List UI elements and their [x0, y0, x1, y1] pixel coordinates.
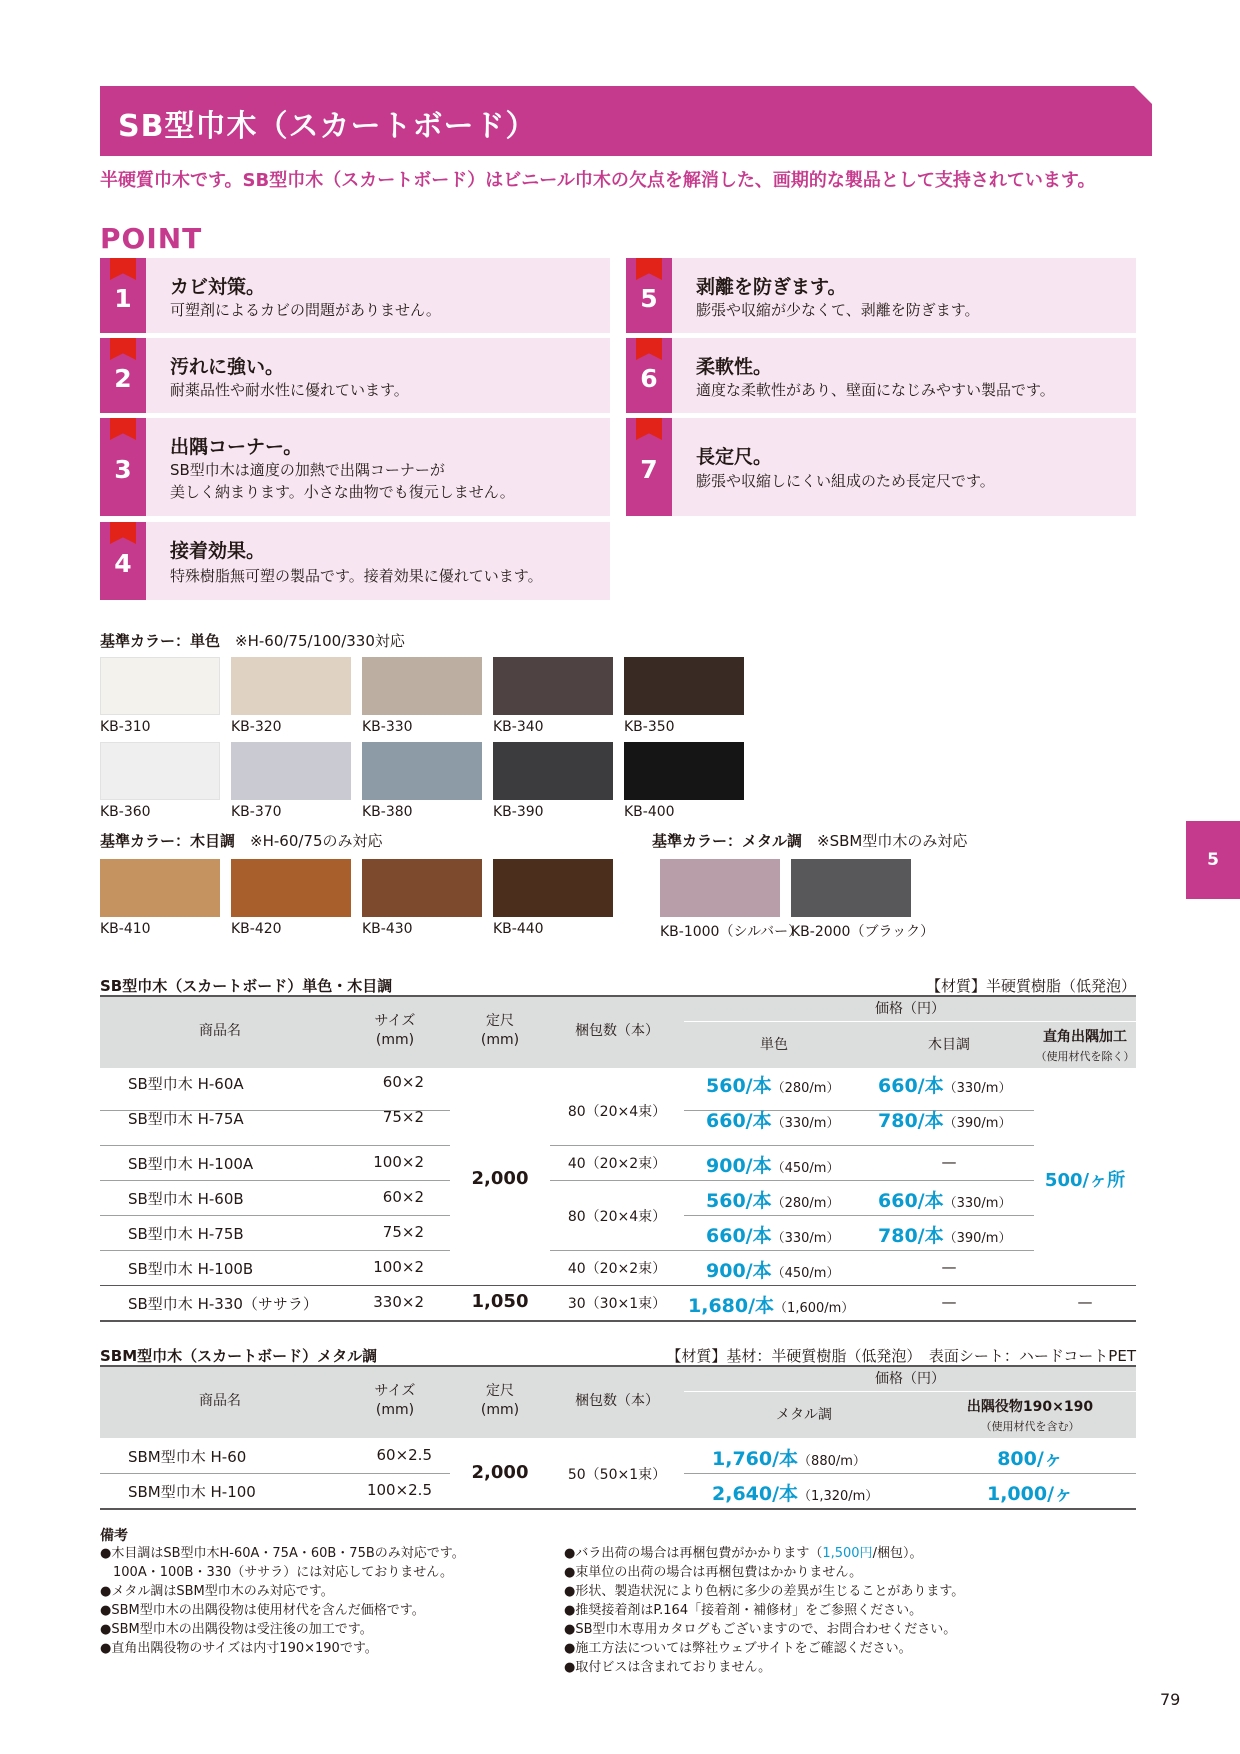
point-title: 接着効果。 [170, 540, 266, 562]
table-row-name: SB型巾木 H-75B [128, 1225, 244, 1243]
pack-value: 80（20×4束） [567, 1209, 667, 1225]
remark-line: ●推奨接着剤はP.164「接着剤・補修材」をご参照ください。 [564, 1603, 923, 1618]
row-line [684, 1215, 1034, 1216]
remark-line: ●SBM型巾木の出隅役物は使用材代を含んだ価格です。 [100, 1603, 425, 1618]
price-wood: 660/本（330/m） [878, 1075, 1012, 1097]
wood-color-label: 基準カラー：木目調 ※H-60/75のみ対応 [100, 832, 383, 850]
color-code: KB-340 [493, 719, 544, 735]
table-row-size: 100×2 [373, 1153, 424, 1171]
table-row-name: SB型巾木 H-100B [128, 1260, 254, 1278]
row-line [100, 1285, 1136, 1286]
table-row-name: SB型巾木 H-60B [128, 1190, 244, 1208]
corner-price: 800/ヶ [997, 1448, 1063, 1470]
row-line [550, 1145, 1034, 1146]
table-row-size: 100×2 [373, 1258, 424, 1276]
table-border [100, 1320, 1136, 1322]
color-swatch [660, 859, 780, 917]
table-row-size: 60×2 [382, 1188, 424, 1206]
point-card-1 [100, 258, 610, 333]
header-size: サイズ (mm) [374, 1383, 416, 1418]
table-row-size: 100×2.5 [366, 1481, 432, 1499]
row-line [100, 1145, 450, 1146]
color-code: KB-2000（ブラック） [791, 924, 935, 940]
price-wood-none: — [941, 1153, 957, 1171]
point-card-5 [626, 258, 1136, 333]
corner-none: — [1077, 1293, 1093, 1311]
remark-line: ●SB型巾木専用カタログもございますので、お問合わせください。 [564, 1622, 957, 1637]
color-code: KB-320 [231, 719, 282, 735]
point-title: 剥離を防ぎます。 [696, 276, 847, 298]
lead-text: 半硬質巾木です。SB型巾木（スカートボード）はビニール巾木の欠点を解消した、画期的な製品として支持されています。 [100, 170, 1096, 191]
remark-line: ●施工方法については弊社ウェブサイトをご確認ください。 [564, 1641, 912, 1656]
color-code: KB-430 [362, 921, 413, 937]
pack-value: 40（20×2束） [567, 1261, 667, 1277]
table2-title: SBM型巾木（スカートボード）メタル調 [100, 1347, 378, 1365]
header-solid: 単色 [760, 1037, 788, 1053]
color-swatch [362, 742, 482, 800]
header-divider [684, 1391, 1136, 1392]
price-solid: 660/本（330/m） [706, 1110, 840, 1132]
color-swatch [791, 859, 911, 917]
color-code: KB-310 [100, 719, 151, 735]
remark-line: ●束単位の出荷の場合は再梱包費はかかりません。 [564, 1565, 863, 1580]
price-wood-none: — [941, 1258, 957, 1276]
point-title: 柔軟性。 [696, 356, 773, 378]
color-code: KB-410 [100, 921, 151, 937]
color-swatch [493, 657, 613, 715]
header-length: 定尺 (mm) [480, 1383, 520, 1418]
color-code: KB-390 [493, 804, 544, 820]
remark-line: ●形状、製造状況により色柄に多少の差異が生じることがあります。 [564, 1584, 965, 1599]
row-line [550, 1250, 1034, 1251]
corner-price: 1,000/ヶ [986, 1483, 1074, 1505]
metal-color-label: 基準カラー：メタル調 ※SBM型巾木のみ対応 [652, 832, 968, 850]
table-border [100, 1508, 1136, 1510]
header-price: 価格（円） [875, 1001, 945, 1017]
point-desc: 膨張や収縮が少なくて、剥離を防ぎます。 [696, 301, 980, 319]
row-line [684, 1473, 1136, 1474]
length-value: 2,000 [471, 1168, 529, 1189]
solid-color-label: 基準カラー：単色 ※H-60/75/100/330対応 [100, 632, 405, 650]
color-swatch [362, 657, 482, 715]
color-code: KB-330 [362, 719, 413, 735]
color-swatch [624, 657, 744, 715]
point-desc: 特殊樹脂無可塑の製品です。接着効果に優れています。 [170, 567, 543, 585]
price-solid: 1,680/本（1,600/m） [688, 1295, 855, 1317]
point-number: 2 [114, 364, 132, 393]
point-number: 7 [640, 455, 658, 484]
bookmark-flag-icon [110, 338, 136, 360]
row-line [550, 1180, 1034, 1181]
bookmark-flag-icon [110, 258, 136, 280]
price-solid: 560/本（280/m） [706, 1190, 840, 1212]
point-card-2 [100, 338, 610, 413]
price-solid: 660/本（330/m） [706, 1225, 840, 1247]
point-desc: 耐薬品性や耐水性に優れています。 [170, 381, 409, 399]
color-swatch [362, 859, 482, 917]
bookmark-flag-icon [636, 418, 662, 440]
table-row-size: 330×2 [373, 1293, 424, 1311]
header-metal: メタル調 [776, 1407, 832, 1423]
header-pack: 梱包数（本） [575, 1023, 659, 1039]
color-code: KB-360 [100, 804, 151, 820]
table-row-size: 75×2 [382, 1223, 424, 1241]
color-swatch [624, 742, 744, 800]
price-wood: 780/本（390/m） [878, 1225, 1012, 1247]
remark-line: ●メタル調はSBM型巾木のみ対応です。 [100, 1584, 334, 1599]
color-swatch [493, 859, 613, 917]
price-solid: 900/本（450/m） [706, 1260, 840, 1282]
price-wood-none: — [941, 1293, 957, 1311]
remark-line: ●SBM型巾木の出隅役物は受注後の加工です。 [100, 1622, 373, 1637]
price-metal: 2,640/本（1,320/m） [712, 1483, 879, 1505]
color-swatch [100, 742, 220, 800]
header-name: 商品名 [199, 1393, 241, 1409]
color-code: KB-400 [624, 804, 675, 820]
color-swatch [493, 742, 613, 800]
remark-line: ●木目調はSB型巾木H-60A・75A・60B・75Bのみ対応です。 [100, 1546, 465, 1561]
table-row-name: SB型巾木 H-330（ササラ） [128, 1295, 318, 1313]
page-title: SB型巾木（スカートボード） [118, 109, 537, 144]
color-code: KB-370 [231, 804, 282, 820]
point-desc: 可塑剤によるカビの問題がありません。 [170, 301, 441, 319]
table-row-name: SB型巾木 H-100A [128, 1155, 254, 1173]
remark-line: ●取付ビスは含まれておりません。 [564, 1660, 772, 1675]
page-number: 79 [1160, 1690, 1181, 1709]
bookmark-flag-icon [110, 522, 136, 544]
header-corner: 直角出隅加工 （使用材代を除く） [1035, 1029, 1135, 1063]
point-card-3 [100, 418, 610, 516]
point-number: 1 [114, 284, 132, 313]
header-name: 商品名 [199, 1023, 241, 1039]
row-line [100, 1215, 450, 1216]
header-price: 価格（円） [875, 1371, 945, 1387]
table-row-size: 60×2 [382, 1073, 424, 1091]
color-code: KB-440 [493, 921, 544, 937]
point-desc-line-1: SB型巾木は適度の加熱で出隅コーナーが [170, 461, 445, 479]
table-row-size: 60×2.5 [376, 1446, 432, 1464]
header-pack: 梱包数（本） [575, 1393, 659, 1409]
header-size: サイズ (mm) [374, 1013, 416, 1048]
table-row-name: SB型巾木 H-75A [128, 1110, 244, 1128]
pack-value: 40（20×2束） [567, 1156, 667, 1172]
row-line [100, 1180, 450, 1181]
point-desc-line-2: 美しく納まります。小さな曲物でも復元しません。 [170, 483, 515, 501]
point-title: 出隅コーナー。 [170, 436, 303, 458]
point-title: 汚れに強い。 [170, 356, 285, 378]
point-card-4 [100, 522, 610, 600]
corner-price: 500/ヶ所 [1044, 1170, 1126, 1191]
color-swatch [100, 859, 220, 917]
bookmark-flag-icon [636, 338, 662, 360]
pack-value: 80（20×4束） [567, 1104, 667, 1120]
color-swatch [231, 657, 351, 715]
table-row-size: 75×2 [382, 1108, 424, 1126]
header-corner: 出隅役物190×190 （使用材代を含む） [966, 1399, 1094, 1433]
length-value: 2,000 [471, 1462, 529, 1483]
point-desc: 適度な柔軟性があり、壁面になじみやすい製品です。 [696, 381, 1055, 399]
point-title: カビ対策。 [170, 276, 266, 298]
price-wood: 780/本（390/m） [878, 1110, 1012, 1132]
table-row-name: SBM型巾木 H-100 [128, 1483, 256, 1501]
header-divider [684, 1021, 1136, 1022]
row-line [100, 1250, 450, 1251]
point-card-7 [626, 418, 1136, 516]
point-number: 4 [114, 549, 132, 578]
point-number: 6 [640, 364, 658, 393]
table2-material: 【材質】基材：半硬質樹脂（低発泡） 表面シート：ハードコートPET [666, 1347, 1136, 1365]
point-number: 5 [640, 284, 658, 313]
chapter-tab[interactable]: 5 [1186, 821, 1240, 899]
color-code: KB-380 [362, 804, 413, 820]
table-border [100, 1365, 1136, 1367]
table-border [100, 995, 1136, 997]
remarks-title: 備考 [100, 1528, 128, 1544]
color-code: KB-420 [231, 921, 282, 937]
point-card-6 [626, 338, 1136, 413]
price-wood: 660/本（330/m） [878, 1190, 1012, 1212]
header-wood: 木目調 [928, 1037, 970, 1053]
color-swatch [100, 657, 220, 715]
pack-value: 30（30×1束） [567, 1296, 667, 1312]
color-code: KB-350 [624, 719, 675, 735]
remark-line: ●直角出隅役物のサイズは内寸190×190です。 [100, 1641, 378, 1656]
color-code: KB-1000（シルバー） [660, 924, 803, 940]
point-desc: 膨張や収縮しにくい組成のため長定尺です。 [696, 472, 995, 490]
table1-title: SB型巾木（スカートボード）単色・木目調 [100, 977, 393, 995]
point-number: 3 [114, 455, 132, 484]
header-length: 定尺 (mm) [480, 1013, 520, 1048]
table1-material: 【材質】半硬質樹脂（低発泡） [925, 977, 1136, 995]
pack-value: 50（50×1束） [567, 1467, 667, 1483]
bookmark-flag-icon [110, 418, 136, 440]
length-value-330: 1,050 [471, 1291, 529, 1312]
point-heading: POINT [100, 222, 203, 255]
remark-line: 100A・100B・330（ササラ）には対応しておりません。 [100, 1565, 454, 1580]
point-title: 長定尺。 [696, 446, 773, 468]
price-solid: 900/本（450/m） [706, 1155, 840, 1177]
row-line [100, 1473, 450, 1474]
color-swatch [231, 859, 351, 917]
color-swatch [231, 742, 351, 800]
price-solid: 560/本（280/m） [706, 1075, 840, 1097]
table-row-name: SB型巾木 H-60A [128, 1075, 244, 1093]
price-metal: 1,760/本（880/m） [712, 1448, 866, 1470]
remark-line: ●バラ出荷の場合は再梱包費がかかります（1,500円/梱包）。 [564, 1546, 923, 1561]
bookmark-flag-icon [636, 258, 662, 280]
table-row-name: SBM型巾木 H-60 [128, 1448, 247, 1466]
